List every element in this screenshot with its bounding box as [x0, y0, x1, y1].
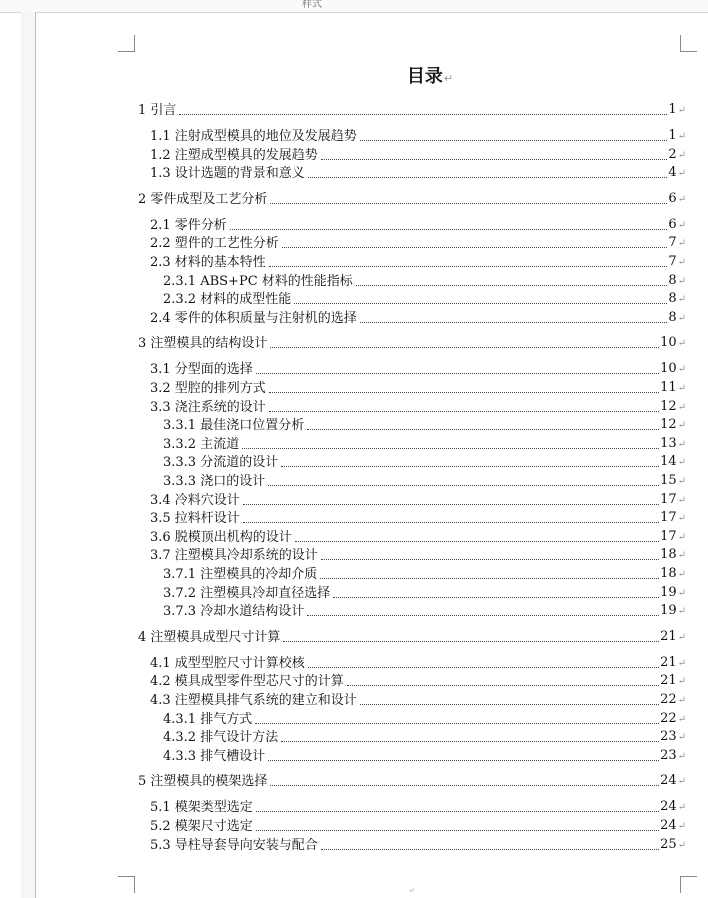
toc-entry-label: 5.2 模架尺寸选定	[150, 819, 253, 834]
toc-entry-label: 5.1 模架类型选定	[150, 800, 253, 816]
toc-entry[interactable]	[0, 772, 686, 790]
toc-page-number: 23	[660, 729, 677, 745]
toc-entry-label: 2 零件成型及工艺分析	[138, 191, 268, 207]
crop-mark-bottom-left	[118, 876, 135, 893]
toc-dot-leader	[295, 541, 659, 542]
toc-dot-leader	[242, 448, 659, 449]
toc-entry-page	[659, 473, 686, 490]
toc-entry-label: 4.3.2 排气设计方法	[163, 730, 279, 746]
toc-page-number: 24	[660, 818, 677, 833]
toc-entry-page	[659, 655, 686, 672]
toc-entry[interactable]	[0, 628, 686, 646]
toc-entry-label: 3.3.3 浇口的设计	[163, 474, 266, 489]
toc-entry[interactable]	[0, 272, 686, 290]
toc-dot-leader	[270, 347, 659, 348]
toc-entry-label: 2.3 材料的基本特性	[150, 255, 266, 270]
paragraph-mark-icon: ↵	[677, 193, 686, 205]
toc-dot-leader	[270, 203, 667, 204]
toc-entry[interactable]	[0, 234, 686, 252]
paragraph-mark-icon: ↵	[677, 750, 686, 762]
toc-entry-page	[659, 773, 686, 790]
toc-page-number: 18	[660, 547, 677, 563]
toc-dot-leader	[356, 285, 668, 286]
toc-entry-page	[659, 492, 686, 509]
toc-dot-leader	[270, 785, 659, 786]
toc-dot-leader	[179, 114, 667, 115]
paragraph-mark-icon: ↵	[677, 131, 686, 142]
toc-entry-label: 3.1 分型面的选择	[150, 362, 253, 378]
toc-page-number: 4	[668, 165, 677, 181]
toc-page-number: 12	[660, 417, 677, 433]
toc-dot-leader	[256, 811, 659, 812]
paragraph-mark-icon: ↵	[677, 494, 686, 506]
toc-page-number: 21	[660, 654, 677, 670]
toc-dot-leader	[333, 597, 659, 598]
toc-entry-page	[667, 217, 686, 234]
toc-page-number: 15	[660, 473, 677, 488]
toc-entry-label: 4 注塑模具成型尺寸计算	[138, 629, 281, 645]
toc-dot-leader	[269, 392, 659, 393]
paragraph-mark-icon: ↵	[443, 72, 454, 85]
toc-entry-label: 3.3 浇注系统的设计	[150, 399, 266, 415]
toc-dot-leader	[321, 559, 659, 560]
toc-entry-label: 1.1 注射成型模具的地位及发展趋势	[150, 129, 357, 144]
toc-entry-label: 3.7.1 注塑模具的冷却介质	[163, 567, 318, 582]
toc-page-number: 25	[660, 836, 677, 852]
toc-dot-leader	[256, 830, 659, 831]
toc-dot-leader	[281, 741, 659, 742]
toc-entry[interactable]	[0, 309, 686, 327]
toc-entry-page	[667, 254, 686, 271]
toc-entry-label: 3.7 注塑模具冷却系统的设计	[150, 548, 318, 564]
toc-page-number: 11	[660, 380, 677, 395]
toc-page-number: 7	[668, 235, 677, 251]
toc-dot-leader	[283, 641, 659, 642]
toc-page-number: 23	[660, 747, 677, 763]
toc-entry[interactable]	[0, 216, 686, 234]
toc-page-number: 8	[668, 291, 677, 307]
toc-entry-label: 1.3 设计选题的背景和意义	[150, 166, 305, 182]
toc-page-number: 22	[660, 692, 677, 707]
ruler-strip	[0, 0, 708, 13]
toc-entry-label: 5 注塑模具的模架选择	[138, 774, 268, 790]
paragraph-mark-icon: ↵	[677, 802, 686, 814]
toc-page-number: 21	[660, 628, 677, 644]
toc-entry[interactable]	[0, 435, 686, 453]
toc-entry[interactable]	[0, 602, 686, 620]
toc-entry-page	[659, 818, 686, 835]
paragraph-mark-icon: ↵	[677, 606, 686, 618]
toc-page-number: 24	[660, 799, 677, 815]
toc-dot-leader	[269, 411, 659, 412]
toc-page-number: 17	[660, 528, 677, 544]
paragraph-mark-icon: ↵	[677, 238, 686, 250]
toc-entry-page	[659, 547, 686, 564]
paragraph-mark-icon: ↵	[677, 219, 686, 231]
toc-entry-page	[667, 128, 686, 145]
paragraph-mark-icon: ↵	[677, 531, 686, 543]
toc-page-number: 6	[668, 216, 677, 232]
toc-entry-page	[659, 603, 686, 620]
paragraph-mark-icon: ↵	[677, 364, 686, 376]
paragraph-mark-icon: ↵	[677, 732, 686, 744]
toc-entry[interactable]	[0, 164, 686, 182]
paragraph-mark-icon: ↵	[677, 294, 686, 306]
toc-entry-page	[659, 436, 686, 453]
toc-entry-page	[659, 454, 686, 471]
toc-entry-label: 4.3.3 排气槽设计	[163, 748, 266, 764]
toc-entry[interactable]	[0, 453, 686, 471]
toc-entry-page	[659, 629, 686, 646]
toc-dot-leader	[243, 522, 659, 523]
toc-entry-page	[659, 729, 686, 746]
toc-page-number: 1	[668, 102, 677, 117]
toc-entry-page	[659, 799, 686, 816]
toc-dot-leader	[281, 466, 659, 467]
toc-dot-leader	[268, 485, 659, 486]
toc-page-number: 7	[668, 254, 677, 269]
toc-dot-leader	[321, 849, 659, 850]
paragraph-mark-icon: ↵	[677, 550, 686, 562]
toc-entry[interactable]	[0, 836, 686, 854]
toc-entry-page	[667, 165, 686, 182]
toc-entry-page	[659, 529, 686, 546]
toc-page-number: 10	[660, 361, 677, 377]
toc-entry-label: 3.3.1 最佳浇口位置分析	[163, 418, 305, 434]
toc-page-number: 22	[660, 710, 677, 726]
toc-entry-page	[659, 335, 686, 352]
toc-entry-page	[659, 361, 686, 378]
toc-page-number: 19	[660, 584, 677, 600]
toc-page-number: 2	[668, 146, 677, 162]
toc-entry[interactable]	[0, 416, 686, 434]
paragraph-mark-icon: ↵	[677, 587, 686, 599]
toc-dot-leader	[294, 303, 667, 304]
toc-dot-leader	[320, 578, 659, 579]
paragraph-mark-icon: ↵	[677, 676, 686, 688]
toc-entry[interactable]	[0, 360, 686, 378]
toc-entry-label: 2.3.1 ABS+PC 材料的性能指标	[163, 273, 353, 289]
toc-dot-leader	[255, 723, 659, 724]
toc-dot-leader	[321, 159, 668, 160]
paragraph-mark-icon: ↵	[677, 457, 686, 469]
paragraph-mark-icon: ↵	[677, 338, 686, 350]
toc-page-number: 13	[660, 435, 677, 451]
toc-entry-page	[667, 147, 686, 164]
toc-dot-leader	[282, 247, 668, 248]
toc-dot-leader	[360, 322, 668, 323]
toc-entry-page	[659, 585, 686, 602]
toc-entry-page	[659, 417, 686, 434]
toc-entry-label: 5.3 导柱导套导向安装与配合	[150, 837, 318, 853]
paragraph-mark-icon: ↵	[677, 275, 686, 287]
toc-entry-label: 1 引言	[138, 103, 177, 118]
toc-entry-label: 2.3.2 材料的成型性能	[163, 292, 292, 308]
toc-entry[interactable]	[0, 528, 686, 546]
toc-entry-label: 2.1 零件分析	[150, 217, 227, 233]
toc-entry[interactable]	[0, 584, 686, 602]
paragraph-mark-icon: ↵	[677, 149, 686, 161]
toc-entry-label: 3.4 冷料穴设计	[150, 492, 240, 508]
toc-page-number: 12	[660, 398, 677, 414]
toc-entry-label: 2.4 零件的体积质量与注射机的选择	[150, 310, 357, 326]
toc-entry-label: 4.3.1 排气方式	[163, 711, 253, 727]
toc-page-number: 17	[660, 491, 677, 507]
toc-entry-page	[659, 692, 686, 709]
toc-entry[interactable]	[0, 565, 686, 583]
toc-entry-label: 3.3.3 分流道的设计	[163, 455, 279, 471]
toc-entry-label: 3.6 脱模顶出机构的设计	[150, 529, 292, 545]
toc-entry-label: 2.2 塑件的工艺性分析	[150, 236, 279, 252]
toc-page-number: 8	[668, 272, 677, 288]
toc-entry[interactable]	[0, 509, 686, 527]
page-title	[0, 62, 708, 88]
crop-mark-bottom-right	[680, 876, 697, 893]
toc-page-number: 18	[660, 566, 677, 581]
toc-entry[interactable]	[0, 728, 686, 746]
crop-mark-top-right	[680, 35, 697, 52]
toc-entry[interactable]	[0, 491, 686, 509]
toc-entry-label: 3.3.2 主流道	[163, 436, 240, 452]
toc-entry-page	[667, 191, 686, 208]
paragraph-mark-icon: ↵	[677, 476, 686, 487]
toc-entry-label: 4.1 成型型腔尺寸计算校核	[150, 655, 305, 671]
toc-page-number: 1	[668, 128, 677, 143]
toc-entry-page	[659, 380, 686, 397]
paragraph-mark-icon: ↵	[677, 631, 686, 643]
toc-dot-leader	[230, 229, 668, 230]
style-label: 样式	[302, 0, 322, 10]
toc-entry[interactable]	[0, 127, 686, 145]
paragraph-mark-icon: ↵	[677, 168, 686, 180]
toc-entry-page	[667, 235, 686, 252]
toc-dot-leader	[307, 615, 659, 616]
paragraph-mark-icon: ↵	[677, 569, 686, 580]
toc-entry[interactable]	[0, 654, 686, 672]
toc-entry[interactable]	[0, 472, 686, 490]
toc-entry-label: 3 注塑模具的结构设计	[138, 336, 268, 352]
toc-page-number: 8	[668, 309, 677, 325]
toc-page-number: 17	[660, 510, 677, 526]
toc-dot-leader	[308, 177, 668, 178]
paragraph-mark-icon: ↵	[677, 695, 686, 706]
toc-entry-page	[667, 273, 686, 290]
paragraph-mark-icon: ↵	[677, 839, 686, 851]
toc-dot-leader	[268, 760, 659, 761]
paragraph-mark-icon: ↵	[677, 257, 686, 268]
toc-dot-leader	[256, 373, 659, 374]
toc-entry[interactable]	[0, 672, 686, 690]
paragraph-mark-icon: ↵	[677, 438, 686, 450]
toc-entry-label: 1.2 注塑成型模具的发展趋势	[150, 147, 318, 163]
toc-entry-label: 3.7.3 冷却水道结构设计	[163, 604, 305, 620]
toc-dot-leader	[307, 429, 659, 430]
toc-entry[interactable]	[0, 334, 686, 352]
toc-entry-page	[667, 291, 686, 308]
paragraph-mark-icon: ↵	[677, 821, 686, 832]
crop-mark-top-left	[118, 35, 135, 52]
paragraph-mark-icon: ↵	[677, 401, 686, 413]
toc-dot-leader	[243, 504, 659, 505]
toc-entry[interactable]	[0, 190, 686, 208]
toc-entry[interactable]	[0, 398, 686, 416]
toc-dot-leader	[360, 140, 668, 141]
toc-entry-label: 4.2 模具成型零件型芯尺寸的计算	[150, 674, 344, 690]
toc-entry-page	[659, 837, 686, 854]
toc-entry-page	[659, 510, 686, 527]
paragraph-mark-icon: ↵	[677, 657, 686, 669]
toc-page-number: 21	[660, 673, 677, 689]
toc-entry[interactable]	[0, 691, 686, 709]
title-text: 目录	[406, 66, 443, 87]
paragraph-mark-icon: ↵	[677, 776, 686, 788]
toc-entry[interactable]	[0, 146, 686, 164]
toc-entry-label: 3.2 型腔的排列方式	[150, 381, 266, 396]
toc-dot-leader	[308, 667, 659, 668]
toc-entry-page	[659, 566, 686, 583]
toc-page-number: 10	[660, 335, 677, 351]
paragraph-mark-icon: ↵	[677, 105, 686, 116]
toc-entry-label: 4.3 注塑模具排气系统的建立和设计	[150, 693, 357, 708]
toc-entry[interactable]	[0, 817, 686, 835]
toc-entry-page	[659, 748, 686, 765]
toc-entry-page	[667, 102, 686, 119]
toc-dot-leader	[269, 266, 668, 267]
toc-entry[interactable]	[0, 710, 686, 728]
footer-paragraph-mark: ↵	[408, 886, 415, 895]
toc-page-number: 14	[660, 454, 677, 470]
paragraph-mark-icon: ↵	[677, 420, 686, 432]
toc-entry-page	[659, 673, 686, 690]
toc-entry[interactable]	[0, 798, 686, 816]
toc-entry-page	[659, 711, 686, 728]
paragraph-mark-icon: ↵	[677, 312, 686, 324]
toc-entry-label: 3.7.2 注塑模具冷却直径选择	[163, 585, 331, 601]
toc-entry-label: 3.5 拉料杆设计	[150, 511, 240, 527]
toc-entry-page	[659, 399, 686, 416]
paragraph-mark-icon: ↵	[677, 713, 686, 725]
toc-entry[interactable]	[0, 546, 686, 564]
toc-entry[interactable]	[0, 747, 686, 765]
toc-entry[interactable]	[0, 290, 686, 308]
paragraph-mark-icon: ↵	[677, 383, 686, 394]
toc-entry-page	[667, 310, 686, 327]
toc-entry[interactable]	[0, 101, 686, 119]
toc-dot-leader	[360, 704, 659, 705]
toc-page-number: 19	[660, 603, 677, 619]
toc-entry[interactable]	[0, 253, 686, 271]
paragraph-mark-icon: ↵	[677, 513, 686, 525]
toc-page-number: 24	[660, 773, 677, 789]
toc-page-number: 6	[668, 190, 677, 206]
toc-dot-leader	[347, 685, 659, 686]
toc-entry[interactable]	[0, 379, 686, 397]
